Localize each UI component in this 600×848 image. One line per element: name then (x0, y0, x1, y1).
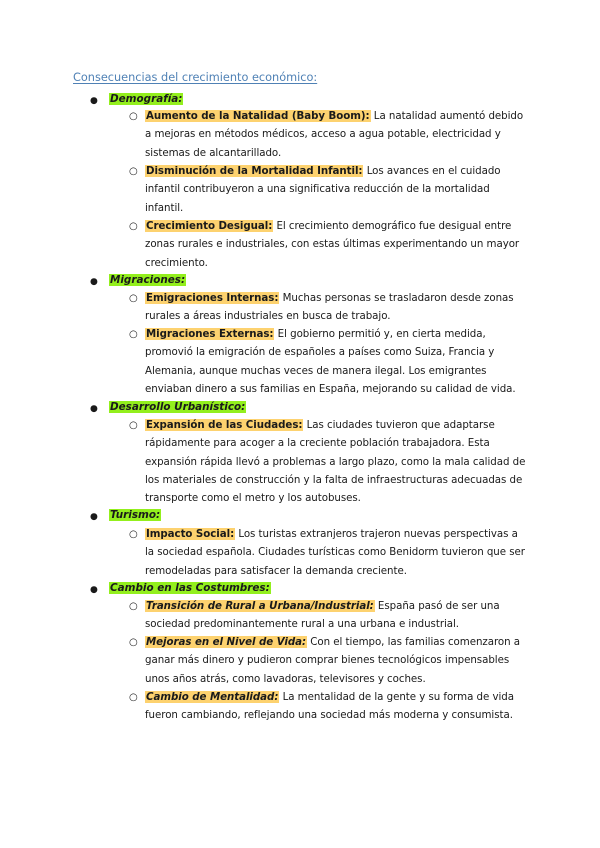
bullet-hollow-icon: ○ (129, 692, 138, 703)
section-heading-demografia: Demografía: (110, 93, 183, 105)
bullet-hollow-icon: ○ (129, 221, 138, 232)
section-heading-costumbres: Cambio en las Costumbres: (110, 582, 270, 594)
page-title: Consecuencias del crecimiento económico: (73, 71, 318, 84)
bullet-hollow-icon: ○ (129, 529, 138, 540)
section-heading-migraciones: Migraciones: (110, 274, 186, 286)
list-item: Mejoras en el Nivel de Vida: Con el tiempo, las familias comenzaron a ganar más dinero y pudieron comprar bienes tecnológicos impensables unos años atrás, como lavadoras, televisores y coches. (145, 636, 521, 685)
list-item: Impacto Social: Los turistas extranjeros trajeron nuevas perspectivas a la sociedad española. Ciudades turísticas como Benidorm tuvieron que ser remodeladas para satisfacer la demanda creciente. (145, 528, 525, 577)
bullet-hollow-icon: ○ (129, 329, 138, 340)
bullet-filled-icon: ● (90, 404, 98, 414)
section-heading-desarrollo: Desarrollo Urbanístico: (110, 401, 246, 413)
bullet-hollow-icon: ○ (129, 637, 138, 648)
list-item: Disminución de la Mortalidad Infantil: Los avances en el cuidado infantil contribuyeron a una significativa reducción de la mortalidad infantil. (145, 165, 501, 214)
list-item: Aumento de la Natalidad (Baby Boom): La natalidad aumentó debido a mejoras en métodos médicos, acceso a agua potable, electricidad y sistemas de alcantarillado. (145, 110, 524, 159)
bullet-filled-icon: ● (90, 96, 98, 106)
list-item: Transición de Rural a Urbana/Industrial: España pasó de ser una sociedad predominantemente rural a una urbana e industrial. (145, 600, 500, 631)
list-item: Crecimiento Desigual: El crecimiento demográfico fue desigual entre zonas rurales e industriales, con estas últimas experimentando un mayor crecimiento. (145, 220, 520, 269)
list-item: Migraciones Externas: El gobierno permitió y, en cierta medida, promovió la emigración de españoles a países como Suiza, Francia y Alemania, aunque muchas veces de manera ilegal. Los emigrantes enviaban dinero a sus familias en España, mejorando su calidad de vida. (145, 328, 516, 395)
bullet-hollow-icon: ○ (129, 111, 138, 122)
bullet-hollow-icon: ○ (129, 166, 138, 177)
section-heading-turismo: Turismo: (110, 509, 161, 521)
bullet-filled-icon: ● (90, 277, 98, 287)
bullet-hollow-icon: ○ (129, 293, 138, 304)
bullet-filled-icon: ● (90, 512, 98, 522)
bullet-hollow-icon: ○ (129, 601, 138, 612)
list-item: Cambio de Mentalidad: La mentalidad de la gente y su forma de vida fueron cambiando, reflejando una sociedad más moderna y consumista. (145, 691, 514, 722)
list-item: Expansión de las Ciudades: Las ciudades tuvieron que adaptarse rápidamente para acoger a la creciente población trabajadora. Esta expansión rápida llevó a problemas a largo plazo, como la mala calidad de los materiales de construcción y la falta de infraestructuras adecuadas de transporte como el metro y los autobuses. (145, 419, 526, 505)
bullet-filled-icon: ● (90, 585, 98, 595)
list-item: Emigraciones Internas: Muchas personas se trasladaron desde zonas rurales a áreas industriales en busca de trabajo. (145, 292, 514, 323)
bullet-hollow-icon: ○ (129, 420, 138, 431)
